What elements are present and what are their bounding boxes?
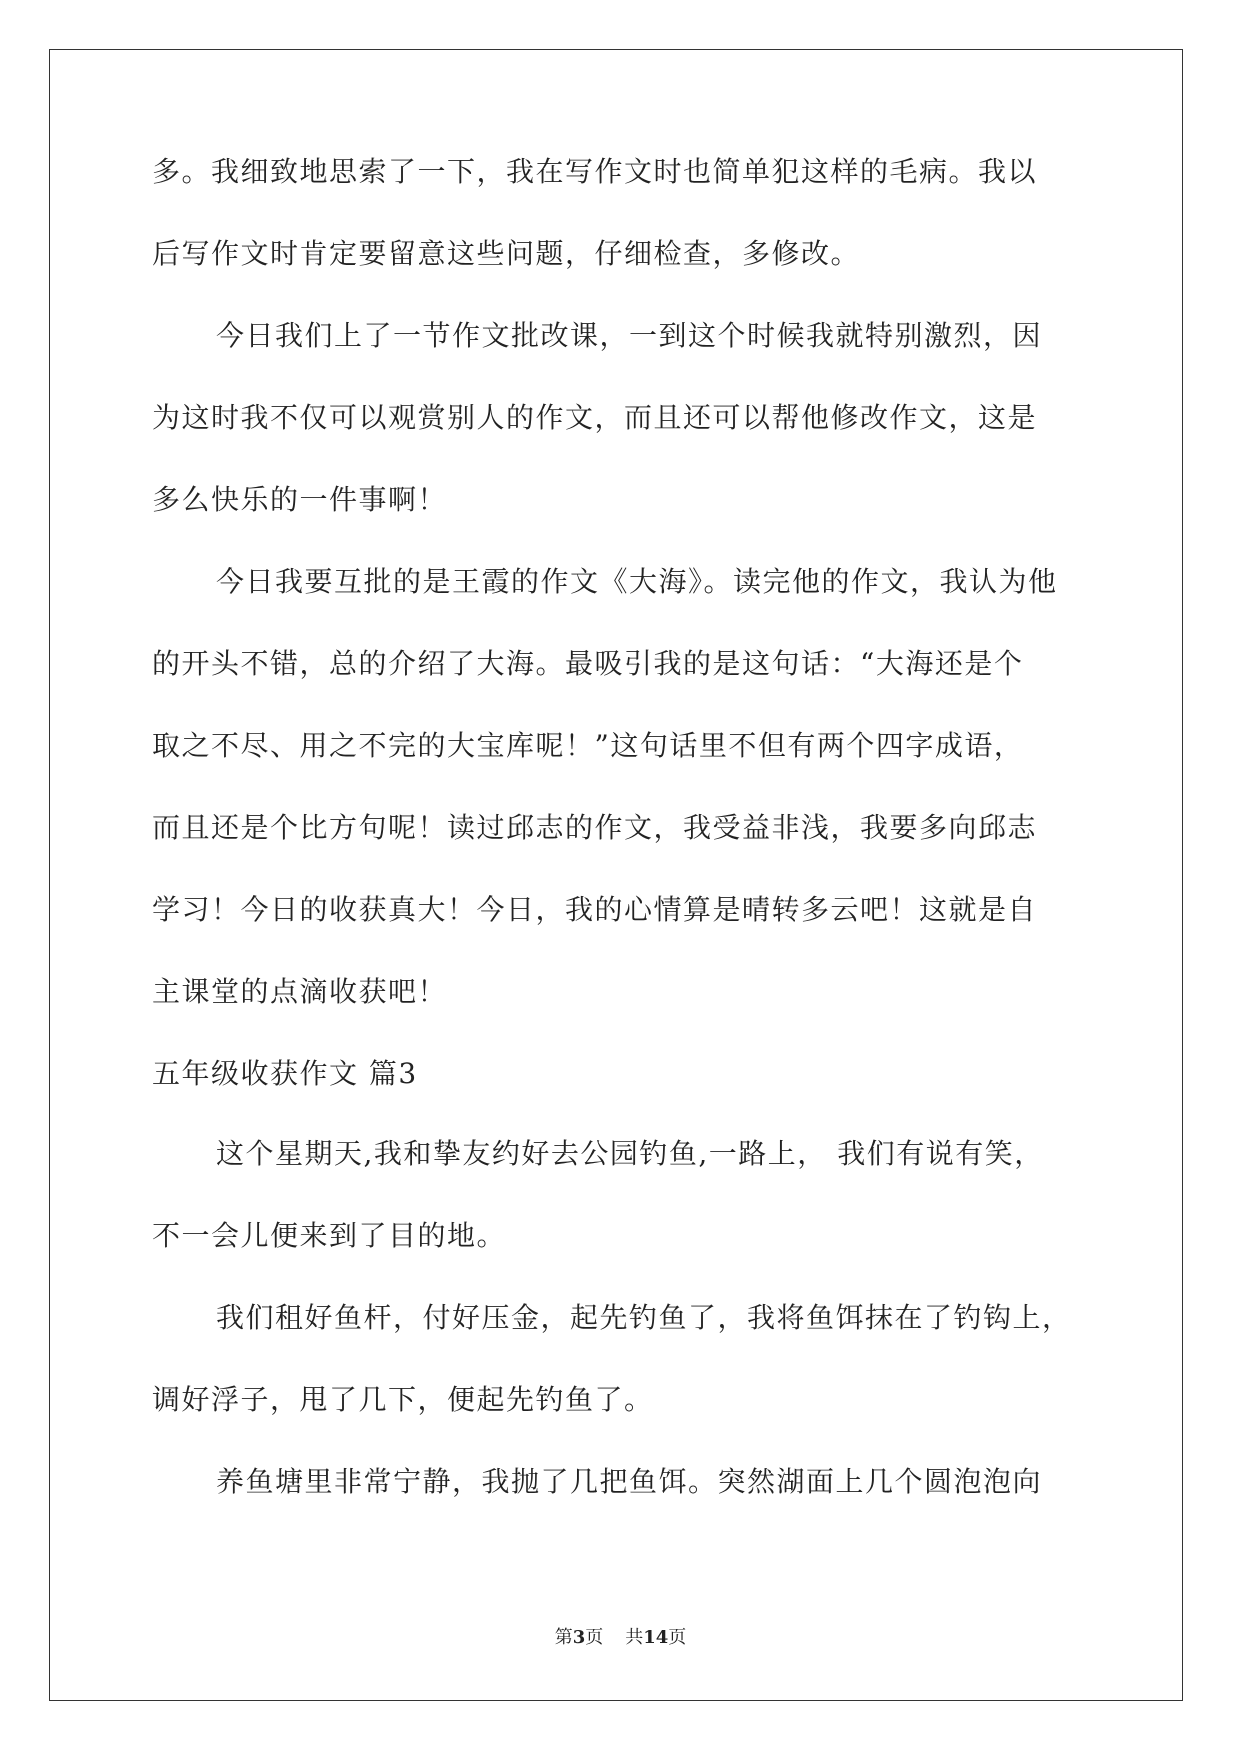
text-line: 多么快乐的一件事啊！ xyxy=(152,483,448,516)
paragraph-start: 今日我要互批的是王霞的作文《大海》。读完他的作文，我认为他 xyxy=(216,565,1058,598)
text-line: 主课堂的点滴收获吧！ xyxy=(152,975,448,1008)
text-line: 而且还是个比方句呢！读过邱志的作文，我受益非浅，我要多向邱志 xyxy=(152,811,1038,844)
text-line: 学习！今日的收获真大！今日，我的心情算是晴转多云吧！这就是自 xyxy=(152,893,1038,926)
text-line: 不一会儿便来到了目的地。 xyxy=(152,1219,507,1252)
page-footer xyxy=(0,1627,1241,1649)
section-heading: 五年级收获作文 篇3 xyxy=(152,1057,418,1090)
document-body xyxy=(152,155,1092,1547)
text-line: 后写作文时肯定要留意这些问题，仔细检查，多修改。 xyxy=(152,237,861,270)
footer-prefix: 第 xyxy=(554,1627,573,1648)
paragraph-start: 今日我们上了一节作文批改课，一到这个时候我就特别激烈，因 xyxy=(216,319,1043,352)
paragraph-start: 养鱼塘里非常宁静，我抛了几把鱼饵。突然湖面上几个圆泡泡向 xyxy=(216,1465,1043,1498)
footer-total-suffix: 页 xyxy=(668,1627,687,1648)
text-line: 多。我细致地思索了一下，我在写作文时也简单犯这样的毛病。我以 xyxy=(152,155,1038,188)
text-line: 为这时我不仅可以观赏别人的作文，而且还可以帮他修改作文，这是 xyxy=(152,401,1038,434)
text-line: 取之不尽、用之不完的大宝库呢！”这句话里不但有两个四字成语， xyxy=(152,729,1024,762)
footer-page-suffix: 页 xyxy=(585,1627,604,1648)
total-page-count: 14 xyxy=(643,1627,669,1648)
text-line: 的开头不错，总的介绍了大海。最吸引我的是这句话：“大海还是个 xyxy=(152,647,1024,680)
footer-total-prefix: 共 xyxy=(625,1627,644,1648)
current-page-number: 3 xyxy=(572,1627,586,1648)
paragraph-start: 我们租好鱼杆，付好压金，起先钓鱼了，我将鱼饵抹在了钓钩上， xyxy=(216,1301,1072,1334)
text-line: 调好浮子，甩了几下，便起先钓鱼了。 xyxy=(152,1383,654,1416)
paragraph-start: 这个星期天,我和挚友约好去公园钓鱼,一路上， 我们有说有笑， xyxy=(216,1137,1044,1170)
